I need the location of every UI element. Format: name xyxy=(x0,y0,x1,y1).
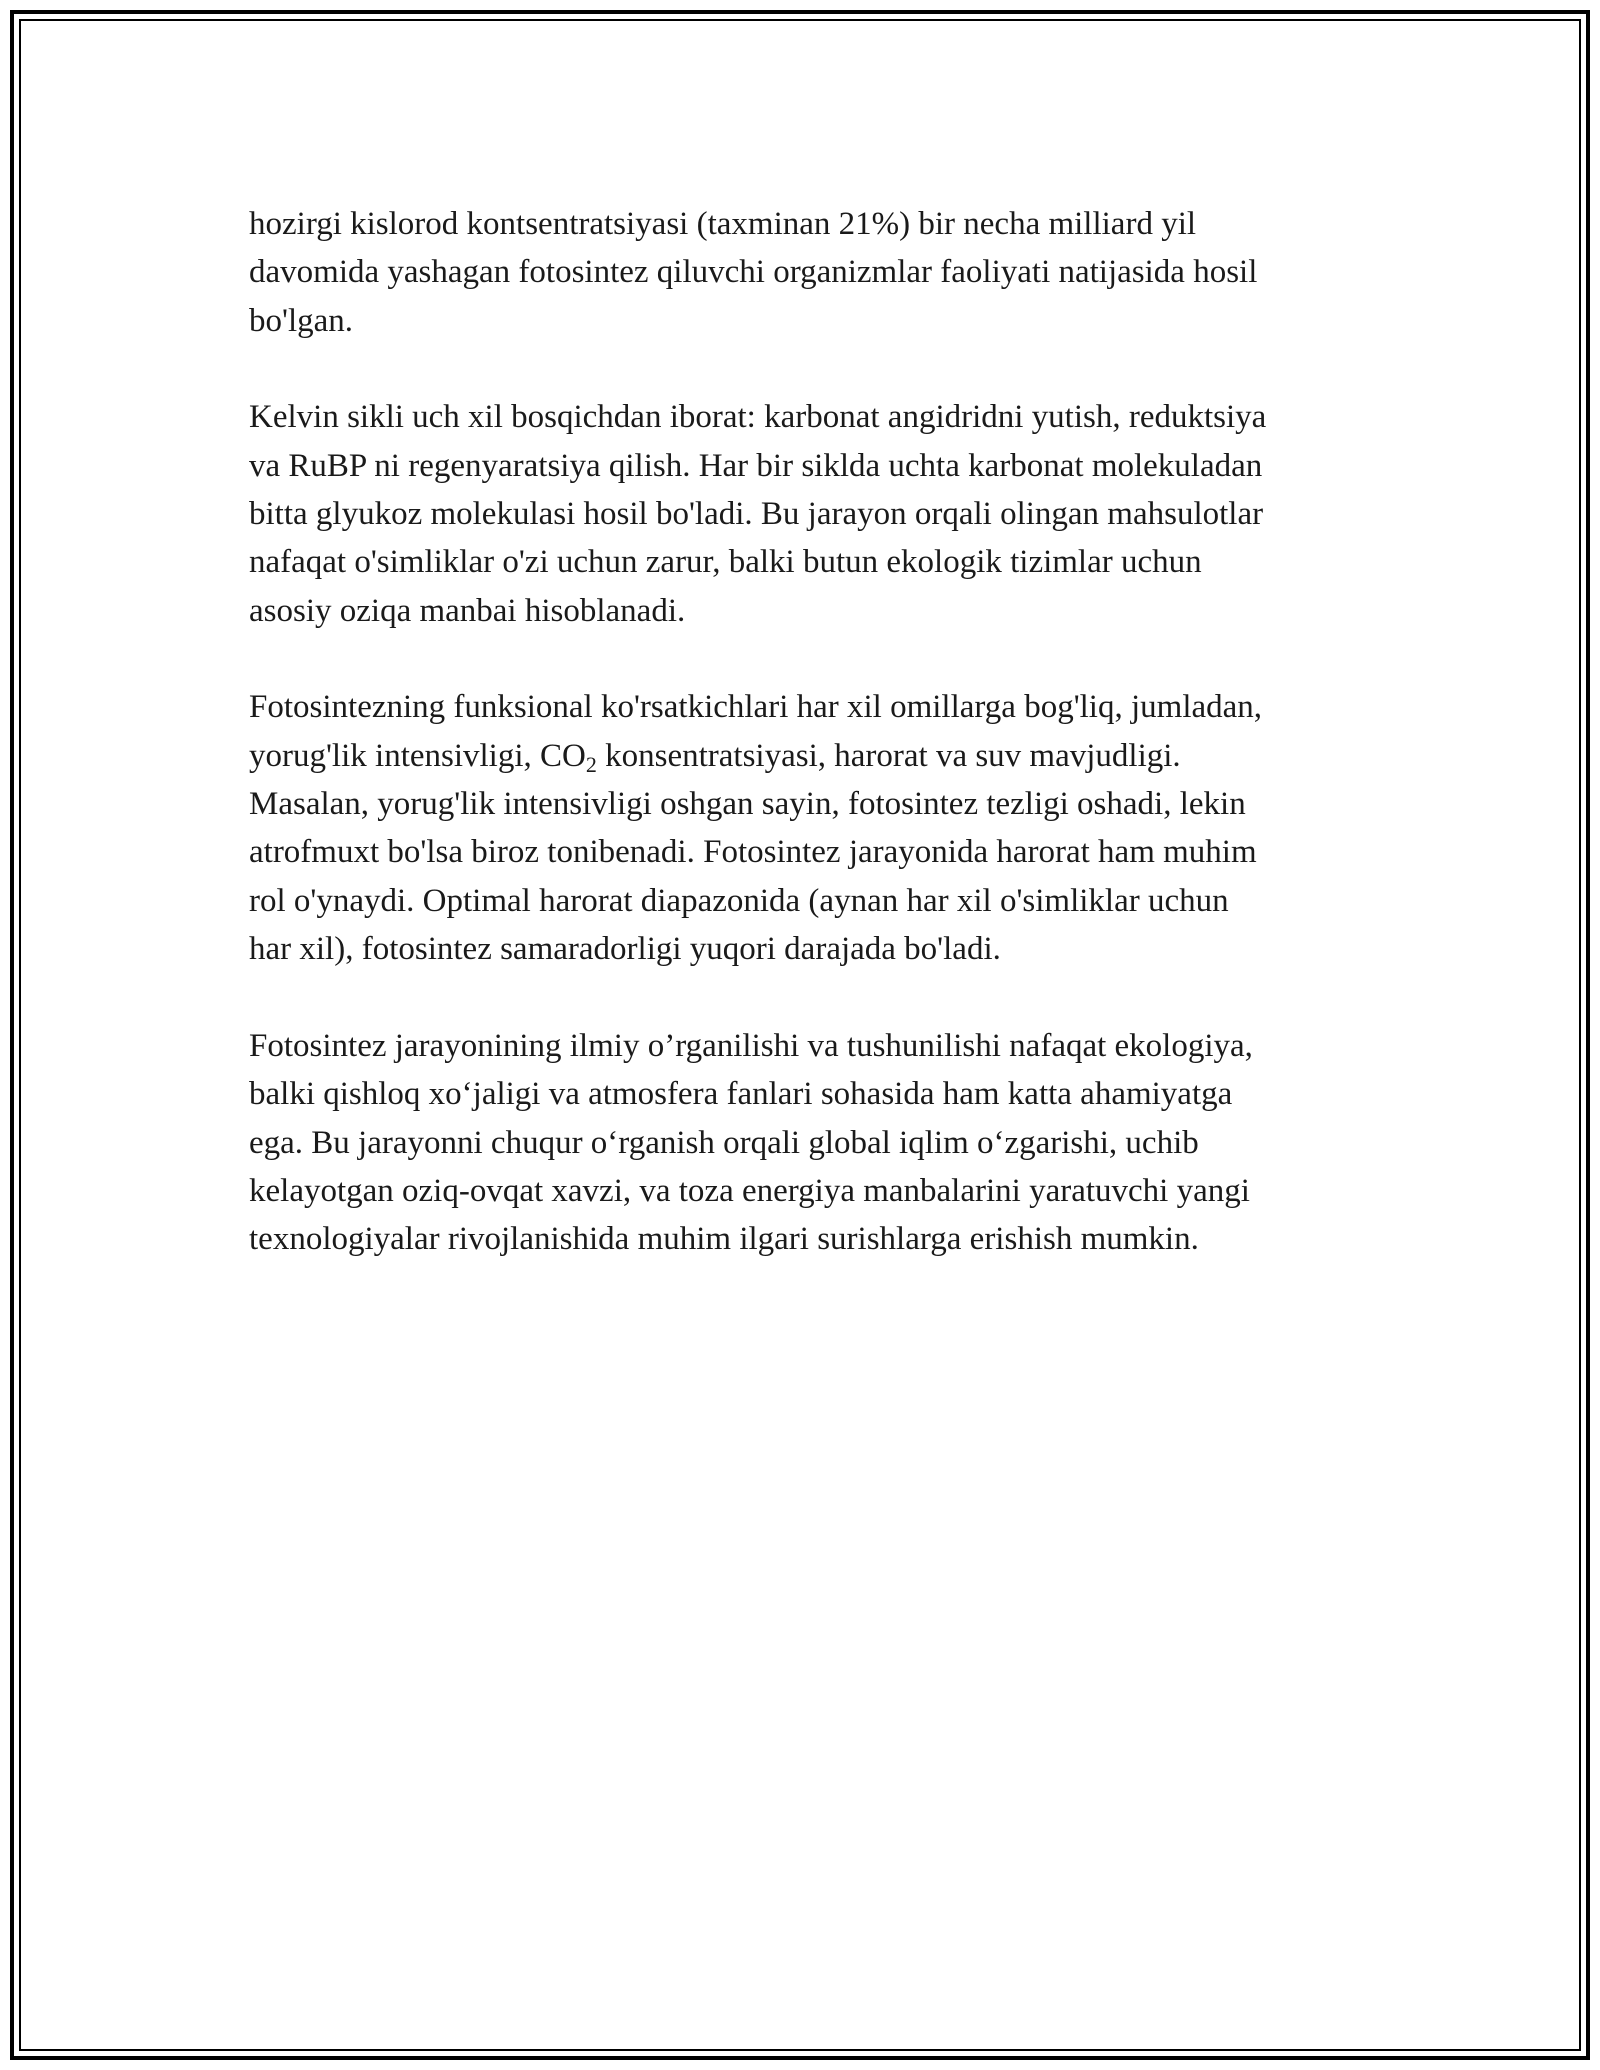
text-line-with-formula xyxy=(249,732,1399,780)
text-line: hozirgi kislorod kontsentratsiyasi (taxminan 21%) bir necha milliard yil xyxy=(249,206,1197,242)
text-line: har xil), fotosintez samaradorligi yuqori darajada bo'ladi. xyxy=(249,931,1001,968)
text-line: balki qishloq xo‘jaligi va atmosfera fanlari sohasida ham katta ahamiyatga xyxy=(249,1076,1233,1113)
text-line: kelayotgan oziq-ovqat xavzi, va toza energiya manbalarini yaratuvchi yangi xyxy=(249,1172,1250,1209)
text-line: nafaqat o'simliklar o'zi uchun zarur, balki butun ekologik tizimlar uchun xyxy=(249,544,1202,581)
document-body xyxy=(249,200,1399,1312)
text-line: asosiy oziqa manbai hisoblanadi. xyxy=(249,592,686,629)
text-segment: yorug'lik intensivligi, CO xyxy=(249,737,586,774)
text-line: bitta glyukoz molekulasi hosil bo'ladi. Bu jarayon orqali olingan mahsulotlar xyxy=(249,496,1264,533)
text-line: Fotosintezning funksional ko'rsatkichlari har xil omillarga bog'liq, jumladan, xyxy=(249,689,1263,726)
text-line: Masalan, yorug'lik intensivligi oshgan sayin, fotosintez tezligi oshadi, lekin xyxy=(249,786,1246,823)
text-line: bo'lgan. xyxy=(249,302,354,339)
text-line: va RuBP ni regenyaratsiya qilish. Har bir siklda uchta karbonat molekuladan xyxy=(249,447,1263,484)
paragraph-3 xyxy=(249,683,1399,973)
subscript: 2 xyxy=(585,751,597,777)
text-line: Kelvin sikli uch xil bosqichdan iborat: karbonat angidridni yutish, reduktsiya xyxy=(249,399,1267,436)
paragraph-1 xyxy=(249,200,1399,345)
text-line: ega. Bu jarayonni chuqur o‘rganish orqali global iqlim o‘zgarishi, uchib xyxy=(249,1124,1199,1161)
page-border xyxy=(10,10,1590,2060)
paragraph-4 xyxy=(249,1022,1399,1264)
text-line: Fotosintez jarayonining ilmiy o’rganilishi va tushunilishi nafaqat ekologiya, xyxy=(249,1027,1253,1064)
text-line: texnologiyalar rivojlanishida muhim ilgari surishlarga erishish mumkin. xyxy=(249,1221,1199,1258)
text-line: rol o'ynaydi. Optimal harorat diapazonida (aynan har xil o'simliklar uchun xyxy=(249,882,1229,919)
text-line: davomida yashagan fotosintez qiluvchi organizmlar faoliyati natijasida hosil xyxy=(249,254,1258,291)
paragraph-2 xyxy=(249,393,1399,635)
text-segment: konsentratsiyasi, harorat va suv mavjudligi. xyxy=(596,737,1181,774)
text-line: atrofmuxt bo'lsa biroz tonibenadi. Fotosintez jarayonida harorat ham muhim xyxy=(249,834,1257,871)
